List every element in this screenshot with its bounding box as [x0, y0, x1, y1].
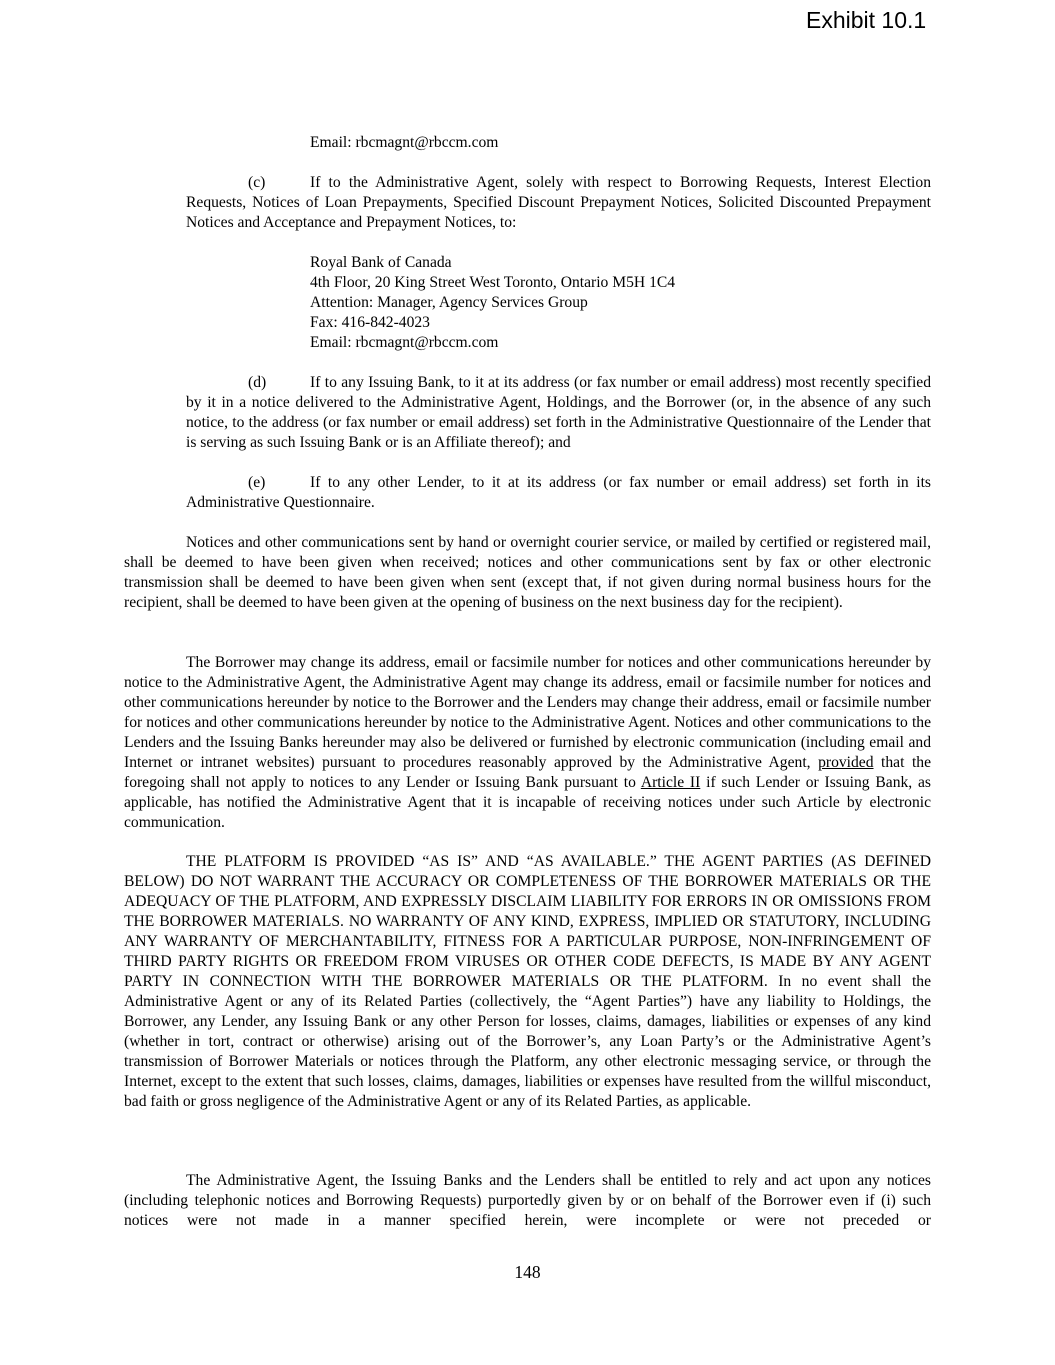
provided-term: provided [818, 754, 874, 771]
address-fax: Fax: 416-842-4023 [310, 314, 430, 331]
top-email-line: Email: rbcmagnt@rbccm.com [310, 134, 499, 151]
item-e-marker: (e) [248, 474, 266, 491]
change-text-part2: that the foregoing shall not apply to notices to any Lender or Issuing Bank pursuant to [124, 754, 931, 791]
item-e-paragraph [186, 473, 931, 513]
reliance-paragraph: The Administrative Agent, the Issuing Banks and the Lenders shall be entitled to rely and act upon any notices (including telephonic notices and Borrowing Requests) purportedly given by or on behalf of the Borrower even if (i) such notices were not made in a manner specified herein, were incomplete or were not preceded or [124, 1172, 931, 1229]
exhibit-label: Exhibit 10.1 [806, 7, 927, 33]
address-attention: Attention: Manager, Agency Services Group [310, 294, 588, 311]
change-text-part1: The Borrower may change its address, email or facsimile number for notices and other communications hereunder by notice to the Administrative Agent, the Administrative Agent may change its address, email or facsimile number for notices and other communications hereunder by notice to the Borrower and the Lenders may change their address, email or facsimile number for notices and other communications hereunder by notice to the Administrative Agent. Notices and other communications to the Lenders and the Issuing Banks hereunder may also be delivered or furnished by electronic communication (including email and Internet or intranet websites) pursuant to procedures reasonably approved by the Administrative Agent, [124, 654, 931, 771]
top-email [310, 133, 910, 153]
change-address-paragraph [124, 653, 931, 833]
platform-disclaimer-paragraph: THE PLATFORM IS PROVIDED “AS IS” AND “AS AVAILABLE.” THE AGENT PARTIES (AS DEFINED BELOW) DO NOT WARRANT THE ACCURACY OR COMPLETENESS OF THE BORROWER MATERIALS OR THE ADEQUACY OF THE PLATFORM, AND EXPRESSLY DISCLAIM LIABILITY FOR ERRORS IN OR OMISSIONS FROM THE BORROWER MATERIALS. NO WARRANTY OF ANY KIND, EXPRESS, IMPLIED OR STATUTORY, INCLUDING ANY WARRANTY OF MERCHANTABILITY, FITNESS FOR A PARTICULAR PURPOSE, NON-INFRINGEMENT OF THIRD PARTY RIGHTS OR FREEDOM FROM VIRUSES OR OTHER CODE DEFECTS, IS MADE BY ANY AGENT PARTY IN CONNECTION WITH THE BORROWER MATERIALS OR THE PLATFORM. In no event shall the Administrative Agent or any of its Related Parties (collectively, the “Agent Parties”) have any liability to Holdings, the Borrower, any Lender, any Issuing Bank or any other Person for losses, claims, damages, liabilities or expenses of any kind (whether in tort, contract or otherwise) arising out of the Borrower’s, any Loan Party’s or the Administrative Agent’s transmission of Borrower Materials or notices through the Platform, any other electronic messaging service, or through the Internet, except to the extent that such losses, claims, damages, liabilities or expenses have resulted from the willful misconduct, bad faith or gross negligence of the Administrative Agent or any of its Related Parties, as applicable. [124, 853, 931, 1110]
address-block [310, 253, 930, 353]
address-street: 4th Floor, 20 King Street West Toronto, Ontario M5H 1C4 [310, 274, 676, 291]
page-number: 148 [514, 1262, 541, 1282]
item-c-marker: (c) [248, 174, 266, 191]
article-ii-reference: Article II [640, 774, 701, 791]
item-c-text: If to the Administrative Agent, solely with respect to Borrowing Requests, Interest Election Requests, Notices of Loan Prepayments, Specified Discount Prepayment Notices, Solicited Discounted Prepayment Notices and Acceptance and Prepayment Notices, to: [186, 174, 931, 231]
change-text-part3: if such Lender or Issuing Bank, as applicable, has notified the Administrative Agent that it is incapable of receiving notices under such Article by electronic communication. [124, 774, 931, 831]
address-email: Email: rbcmagnt@rbccm.com [310, 334, 499, 351]
item-d-marker: (d) [248, 374, 267, 391]
item-e-text: If to any other Lender, to it at its address (or fax number or email address) set forth in its Administrative Questionnaire. [186, 474, 931, 511]
item-d-text: If to any Issuing Bank, to it at its address (or fax number or email address) most recently specified by it in a notice delivered to the Administrative Agent, Holdings, and the Borrower (or, in the absence of any such notice, to the address (or fax number or email address) set forth in the Administrative Questionnaire of the Lender that is serving as such Issuing Bank or is an Affiliate thereof); and [186, 374, 931, 451]
item-d-paragraph [186, 373, 931, 453]
notices-paragraph: Notices and other communications sent by hand or overnight courier service, or mailed by certified or registered mail, shall be deemed to have been given when received; notices and other communications sent by fax or other electronic transmission shall be deemed to have been given when sent (except that, if not given during normal business hours for the recipient, shall be deemed to have been given at the opening of business on the next business day for the recipient). [124, 534, 931, 611]
item-c-paragraph [186, 173, 931, 233]
address-name: Royal Bank of Canada [310, 254, 452, 271]
